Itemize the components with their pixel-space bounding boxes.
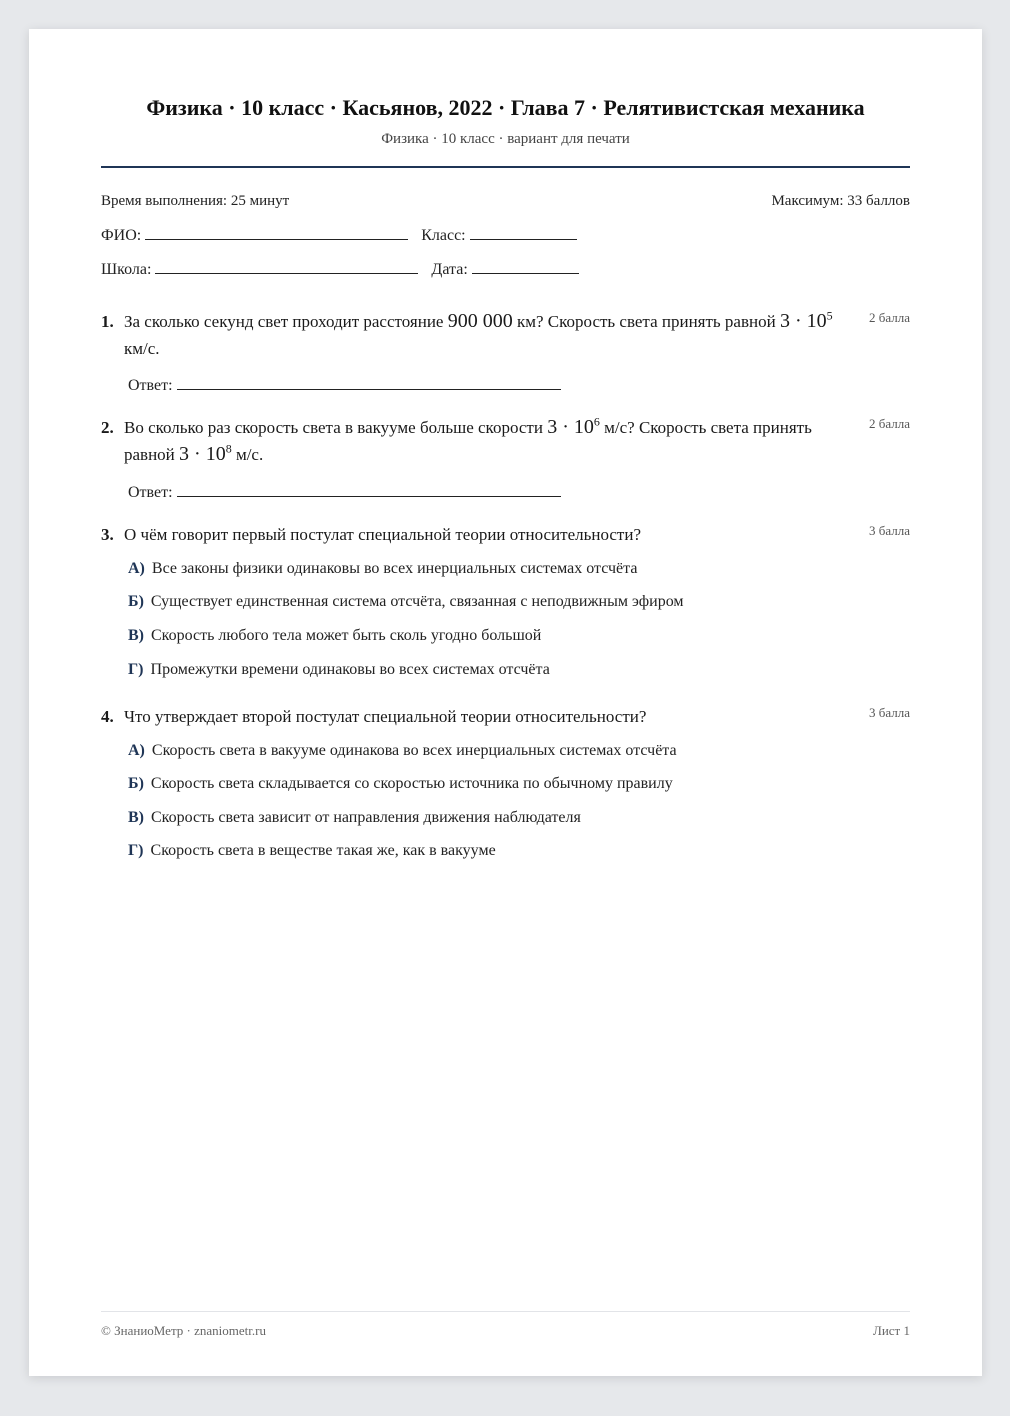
option-letter: Г) <box>128 661 144 678</box>
option-letter: В) <box>128 627 144 644</box>
option-c[interactable] <box>128 627 541 645</box>
option-d[interactable] <box>128 842 496 860</box>
math-expression: 900 000 <box>447 310 513 332</box>
question-text: За сколько секунд свет проходит расстояние 900 000 км? Скорость света принять равной $3 \cdot 10^5$ км/с. <box>124 308 833 358</box>
footer-copyright: © ЗнаниоМетр · znaniometr.ru <box>101 1323 266 1338</box>
option-text: Скорость света складывается со скоростью источника по обычному правилу <box>150 775 673 792</box>
option-b[interactable] <box>128 593 684 611</box>
max-score: Максимум: 33 баллов <box>771 193 910 209</box>
option-a[interactable] <box>128 742 677 760</box>
question-text: Что утверждает второй постулат специальной теории относительности? <box>124 707 647 726</box>
worksheet-page <box>29 29 982 1376</box>
option-text: Скорость света в вакууме одинакова во всех инерциальных системах отсчёта <box>151 742 677 759</box>
math-expression: $3 \cdot 10^8$ <box>179 441 232 465</box>
answer-label: Ответ: <box>128 484 173 501</box>
answer-row-1 <box>128 375 561 395</box>
question-number: 1. <box>101 312 114 331</box>
question-number: 3. <box>101 525 114 544</box>
info-row <box>101 193 910 210</box>
option-c[interactable] <box>128 809 581 827</box>
question-points: 2 балла <box>869 310 910 325</box>
footer-divider <box>101 1311 910 1312</box>
date-label: Дата: <box>431 261 468 278</box>
math-expression: $3 \cdot 10^5$ <box>779 308 833 332</box>
school-field[interactable] <box>155 259 418 274</box>
page-content <box>101 29 910 1376</box>
option-letter: А) <box>128 560 145 577</box>
page-footer <box>101 1323 910 1339</box>
question-text: О чём говорит первый постулат специальной теории относительности? <box>124 525 641 544</box>
page-title: Физика · 10 класс · Касьянов, 2022 · Глава 7 · Релятивистская механика <box>146 95 865 120</box>
option-text: Скорость света зависит от направления движения наблюдателя <box>151 809 581 826</box>
option-a[interactable] <box>128 560 637 578</box>
option-letter: В) <box>128 809 144 826</box>
header-divider <box>101 166 910 168</box>
option-text: Скорость света в веществе такая же, как в вакууме <box>150 842 496 859</box>
date-field[interactable] <box>472 259 579 274</box>
answer-row-2 <box>128 482 561 502</box>
answer-label: Ответ: <box>128 377 173 394</box>
answer-field-1[interactable] <box>177 375 561 390</box>
class-label: Класс: <box>421 227 466 244</box>
question-number: 2. <box>101 418 114 437</box>
option-text: Скорость любого тела может быть сколь угодно большой <box>151 627 542 644</box>
school-date-row <box>101 259 910 279</box>
school-label: Школа: <box>101 261 152 278</box>
page-subtitle: Физика · 10 класс · вариант для печати <box>381 131 630 147</box>
answer-field-2[interactable] <box>177 482 561 497</box>
fio-class-row <box>101 225 910 245</box>
option-b[interactable] <box>128 775 673 793</box>
option-d[interactable] <box>128 661 550 679</box>
page-number: Лист 1 <box>873 1323 910 1338</box>
time-limit: Время выполнения: 25 минут <box>101 193 290 209</box>
class-field[interactable] <box>470 225 577 240</box>
option-text: Все законы физики одинаковы во всех инерциальных системах отсчёта <box>151 560 638 577</box>
question-points: 3 балла <box>869 705 910 720</box>
question-points: 2 балла <box>869 416 910 431</box>
option-text: Существует единственная система отсчёта, связанная с неподвижным эфиром <box>150 593 684 610</box>
fio-label: ФИО: <box>101 227 142 244</box>
option-letter: Б) <box>128 775 144 792</box>
question-text: Во сколько раз скорость света в вакууме больше скорости $3 \cdot 10^6$ м/с? Скорость света принять равной $3 \cdot 10^8$ м/с. <box>124 414 812 465</box>
question-points: 3 балла <box>869 523 910 538</box>
option-letter: Б) <box>128 593 144 610</box>
option-letter: Г) <box>128 842 144 859</box>
option-letter: А) <box>128 742 145 759</box>
fio-field[interactable] <box>145 225 408 240</box>
question-number: 4. <box>101 707 114 726</box>
option-text: Промежутки времени одинаковы во всех системах отсчёта <box>150 661 550 678</box>
math-expression: $3 \cdot 10^6$ <box>547 414 600 438</box>
